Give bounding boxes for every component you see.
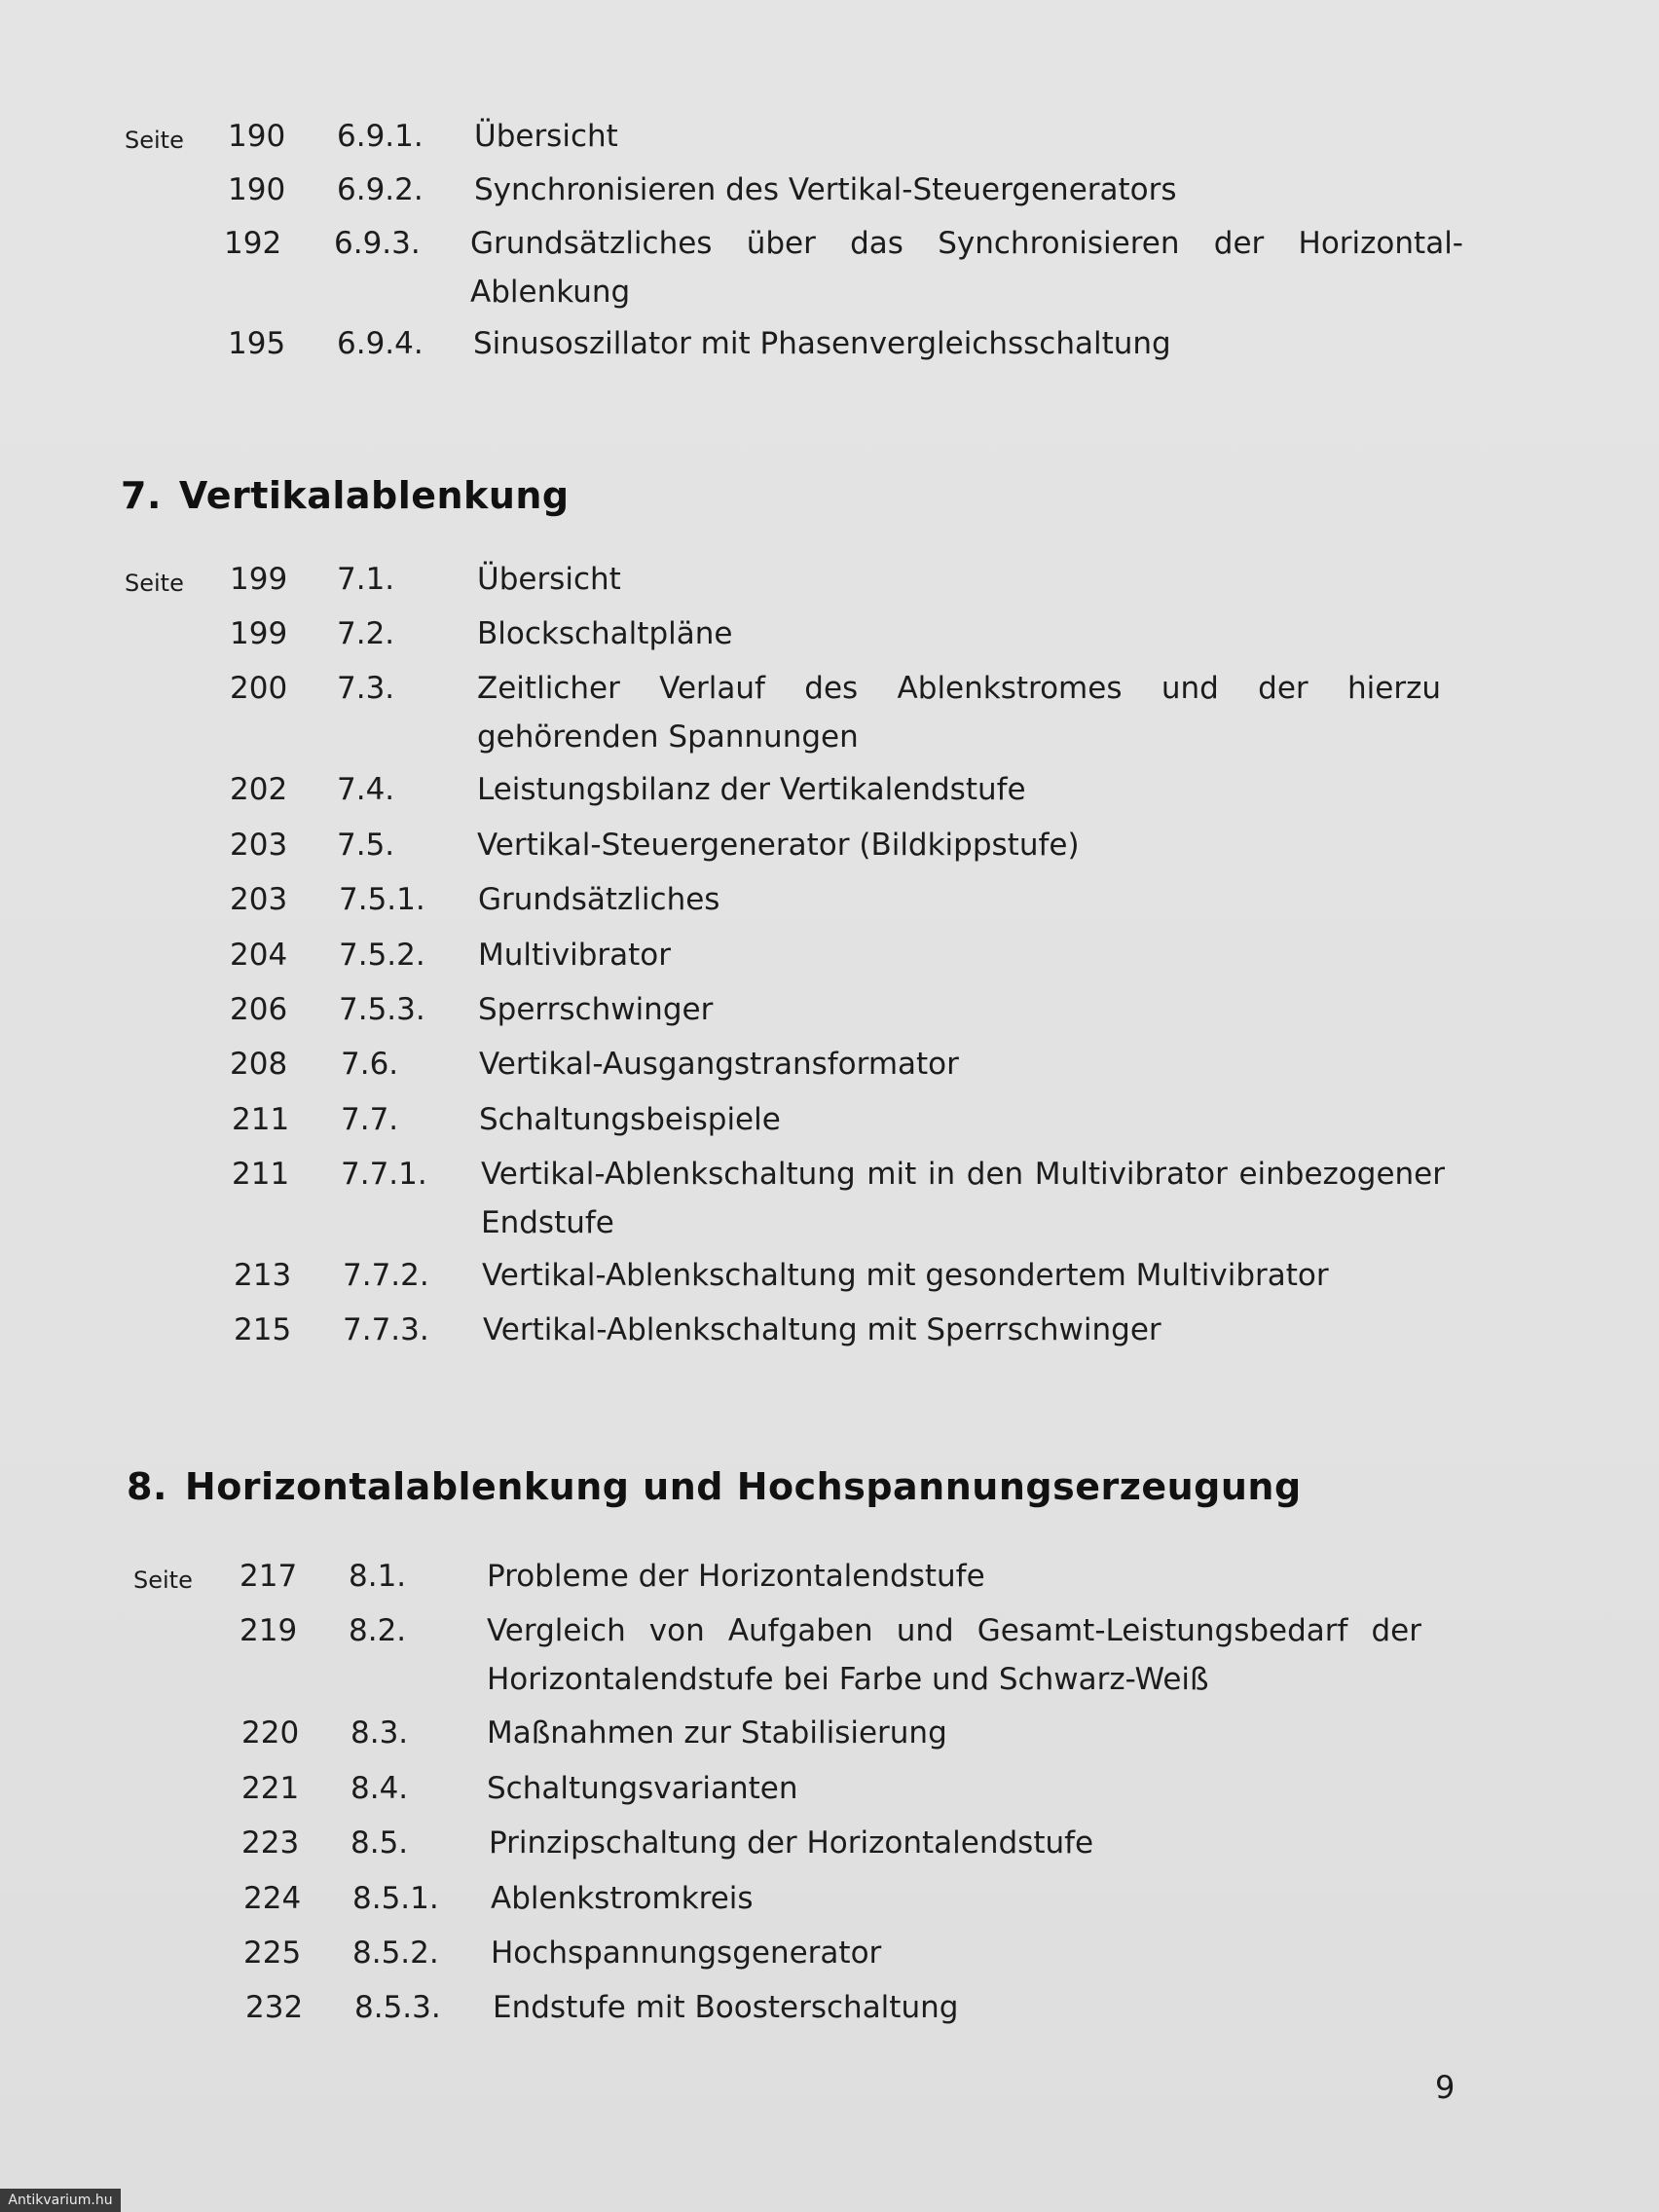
entry-number: 8.2.: [349, 1613, 407, 1648]
entry-page: 211: [232, 1157, 290, 1192]
chapter-number: 7.: [121, 474, 162, 517]
entry-title: Synchronisieren des Vertikal-Steuergenerators: [474, 172, 1177, 207]
entry-page: 199: [230, 562, 288, 597]
entry-number: 7.6.: [341, 1047, 399, 1082]
entry-title: Sinusoszillator mit Phasenvergleichsschaltung: [473, 326, 1171, 361]
entry-title: Grundsätzliches: [478, 882, 720, 917]
entry-page: 200: [230, 671, 288, 706]
entry-page: 221: [241, 1771, 300, 1806]
entry-number: 8.5.3.: [354, 1990, 441, 2025]
entry-number: 6.9.4.: [337, 326, 424, 361]
entry-number: 8.1.: [349, 1559, 407, 1594]
entry-page: 220: [241, 1715, 300, 1751]
entry-title: Übersicht: [477, 562, 621, 597]
entry-page: 232: [245, 1990, 304, 2025]
entry-number: 7.5.2.: [339, 938, 425, 973]
entry-page: 213: [234, 1258, 292, 1293]
entry-number: 6.9.2.: [337, 172, 424, 207]
entry-number: 8.4.: [350, 1771, 409, 1806]
chapter-heading: [121, 474, 570, 517]
entry-page: 224: [243, 1881, 302, 1916]
entry-number: 7.7.: [341, 1102, 399, 1137]
chapter-number: 8.: [127, 1465, 167, 1508]
entry-title: Vertikal-Steuergenerator (Bildkippstufe): [477, 828, 1080, 863]
entry-page: 206: [230, 992, 288, 1027]
entry-title: Übersicht: [474, 119, 618, 154]
entry-number: 7.3.: [337, 671, 395, 706]
entry-title: Blockschaltpläne: [477, 616, 733, 651]
entry-page: 215: [234, 1312, 292, 1347]
entry-page: 211: [232, 1102, 290, 1137]
entry-title: Sperrschwinger: [478, 992, 714, 1027]
entry-page: 195: [228, 326, 286, 361]
entry-number: 7.7.3.: [343, 1312, 429, 1347]
entry-page: 203: [230, 828, 288, 863]
entry-number: 7.7.2.: [343, 1258, 429, 1293]
entry-page: 199: [230, 616, 288, 651]
entry-number: 7.5.3.: [339, 992, 425, 1027]
entry-title: Vertikal-Ablenkschaltung mit Sperrschwinger: [483, 1312, 1161, 1347]
entry-title: Maßnahmen zur Stabilisierung: [487, 1715, 947, 1751]
seite-label: Seite: [125, 570, 184, 597]
entry-title: Vertikal-Ausgangstransformator: [479, 1047, 959, 1082]
entry-page: 225: [243, 1936, 302, 1971]
entry-page: 202: [230, 772, 288, 807]
entry-title: Probleme der Horizontalendstufe: [487, 1559, 985, 1594]
entry-page: 217: [240, 1559, 298, 1594]
seite-label: Seite: [133, 1567, 193, 1594]
entry-number: 7.2.: [337, 616, 395, 651]
entry-number: 8.5.2.: [352, 1936, 439, 1971]
watermark-logo: Antikvarium.hu: [0, 2189, 121, 2212]
entry-number: 7.7.1.: [341, 1157, 427, 1192]
entry-number: 6.9.3.: [334, 226, 421, 261]
entry-title: Grundsätzliches über das Synchronisieren der Horizontal-Ablenkung: [470, 226, 1463, 310]
entry-page: 192: [224, 226, 282, 261]
entry-page: 190: [228, 172, 286, 207]
entry-page: 223: [241, 1825, 300, 1861]
entry-title: Leistungsbilanz der Vertikalendstufe: [477, 772, 1026, 807]
entry-title: Vergleich von Aufgaben und Gesamt-Leistungsbedarf der Horizontalendstufe bei Farbe und Schwarz-Weiß: [487, 1613, 1421, 1697]
entry-title: Schaltungsvarianten: [487, 1771, 798, 1806]
chapter-heading: [127, 1465, 1302, 1508]
entry-title: Ablenkstromkreis: [491, 1881, 754, 1916]
entry-title: Zeitlicher Verlauf des Ablenkstromes und der hierzu gehörenden Spannungen: [477, 671, 1441, 755]
entry-page: 208: [230, 1047, 288, 1082]
entry-title: Endstufe mit Boosterschaltung: [493, 1990, 959, 2025]
entry-number: 8.5.: [350, 1825, 409, 1861]
entry-page: 204: [230, 938, 288, 973]
chapter-title: Vertikalablenkung: [178, 474, 570, 517]
entry-number: 7.5.1.: [339, 882, 425, 917]
seite-label: Seite: [125, 127, 184, 154]
chapter-title: Horizontalablenkung und Hochspannungserzeugung: [184, 1465, 1302, 1508]
entry-title: Hochspannungsgenerator: [491, 1936, 882, 1971]
entry-page: 203: [230, 882, 288, 917]
entry-title: Vertikal-Ablenkschaltung mit in den Multivibrator einbezogener Endstufe: [481, 1157, 1445, 1240]
entry-page: 219: [240, 1613, 298, 1648]
entry-title: Schaltungsbeispiele: [479, 1102, 781, 1137]
entry-number: 8.5.1.: [352, 1881, 439, 1916]
entry-number: 7.1.: [337, 562, 395, 597]
entry-page: 190: [228, 119, 286, 154]
entry-number: 6.9.1.: [337, 119, 424, 154]
entry-title: Prinzipschaltung der Horizontalendstufe: [489, 1825, 1094, 1861]
entry-title: Vertikal-Ablenkschaltung mit gesondertem Multivibrator: [482, 1258, 1329, 1293]
page-number: 9: [1435, 2069, 1456, 2106]
entry-title: Multivibrator: [478, 938, 672, 973]
entry-number: 7.5.: [337, 828, 395, 863]
entry-number: 7.4.: [337, 772, 395, 807]
entry-number: 8.3.: [350, 1715, 409, 1751]
